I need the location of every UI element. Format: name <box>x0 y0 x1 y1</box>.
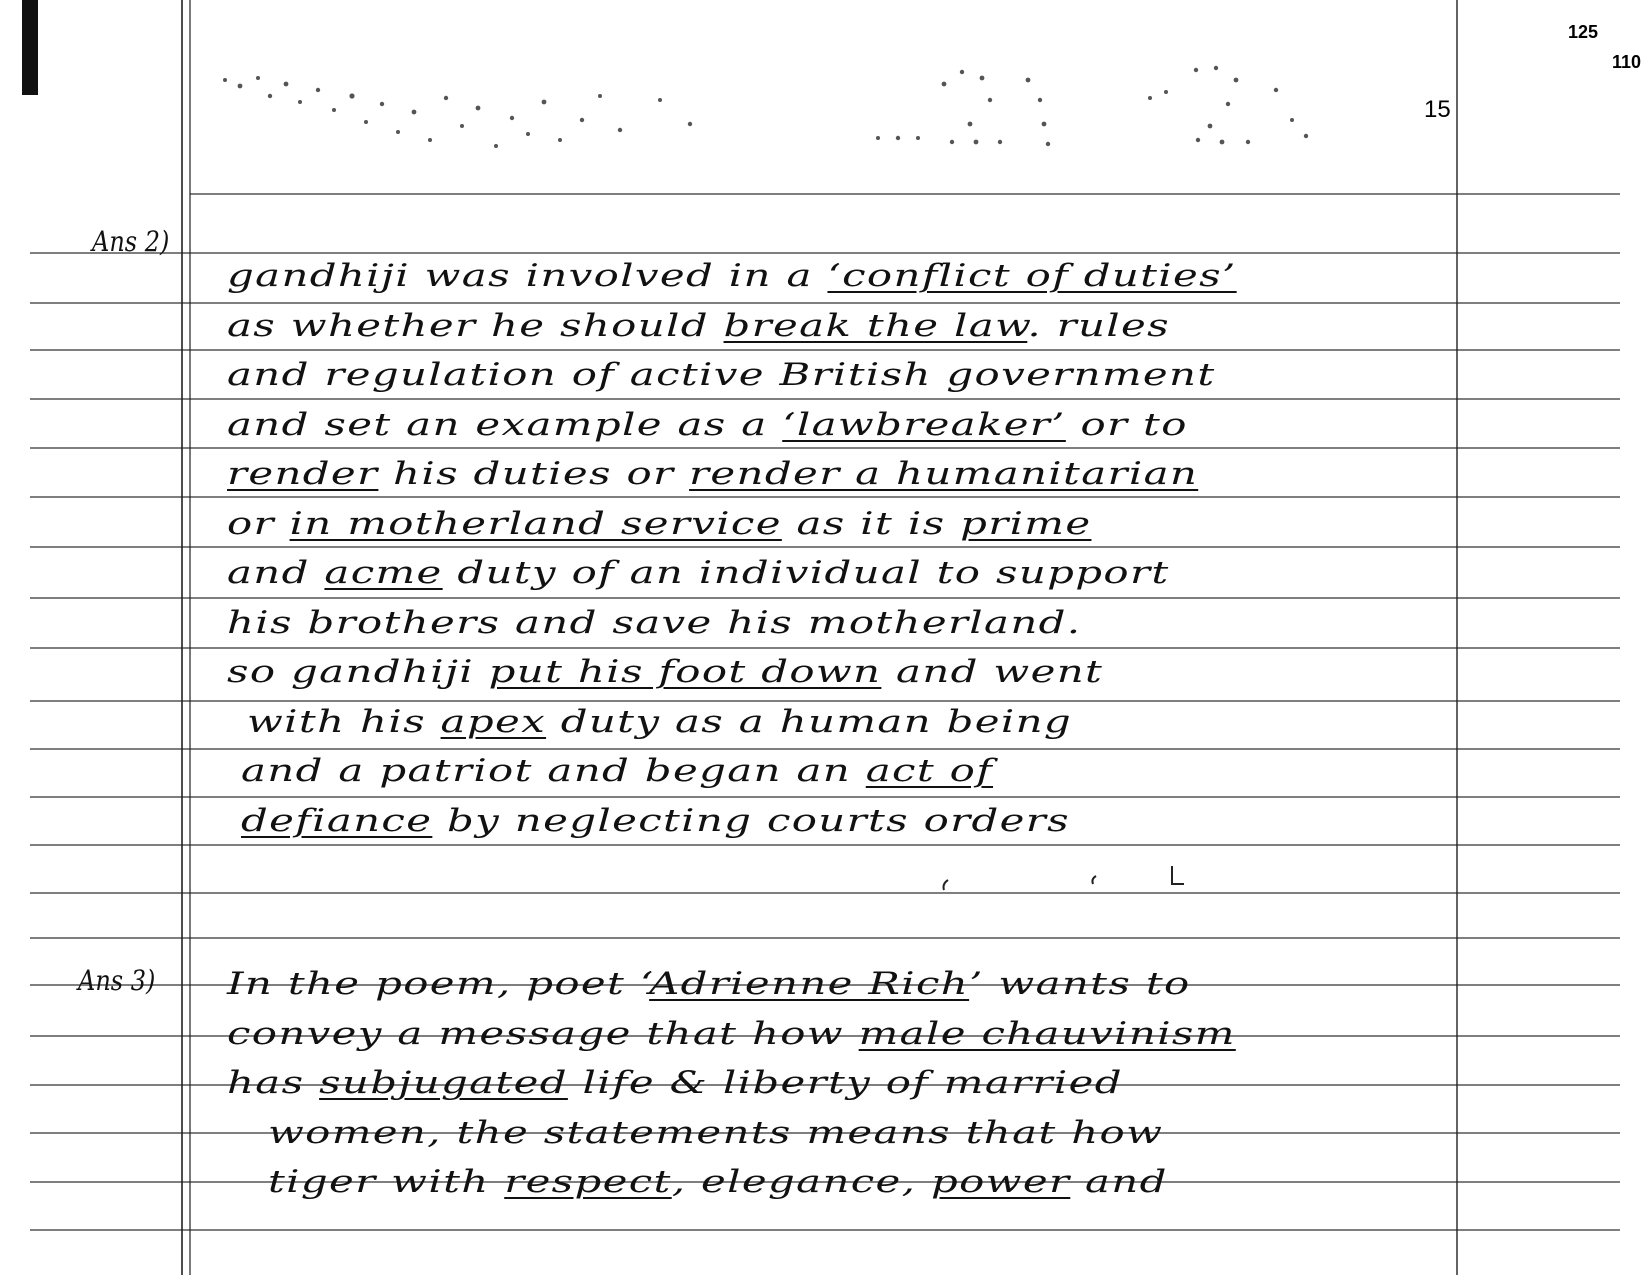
page-number: 15 <box>1424 96 1451 123</box>
corner-number-bottom: 110 <box>1612 52 1642 72</box>
answer-3-line <box>227 966 1191 1002</box>
underlined-phrase: prime <box>960 505 1092 542</box>
answer-2-line <box>227 456 1198 492</box>
underlined-phrase: put his foot down <box>488 654 882 690</box>
underlined-phrase: render a humanitarian <box>689 456 1199 492</box>
text-run: , elegance, <box>671 1164 931 1200</box>
text-run: women, the statements means that how <box>268 1114 1164 1151</box>
text-run: his brothers and save his motherland. <box>227 604 1082 641</box>
answer-2-line <box>227 258 1237 294</box>
underlined-phrase: ‘lawbreaker’ <box>782 406 1066 443</box>
text-run: with his <box>247 703 441 740</box>
answer-2-line <box>241 753 993 789</box>
text-run: and <box>227 555 325 591</box>
underlined-phrase: ‘conflict of duties’ <box>827 258 1237 294</box>
text-run: so gandhiji <box>227 654 489 690</box>
underlined-phrase: male chauvinism <box>858 1015 1236 1052</box>
text-run: In the poem, poet ‘ <box>227 966 650 1002</box>
answer-3-line <box>227 1065 1123 1101</box>
text-run: duty of an individual to support <box>442 555 1170 591</box>
answer-2-line <box>227 308 1170 344</box>
answer-2-label: Ans 2) <box>92 225 170 259</box>
underlined-phrase: in motherland service <box>289 505 782 542</box>
text-run: life & liberty of married <box>567 1065 1123 1101</box>
underlined-phrase: apex <box>440 703 547 740</box>
text-run: and set an example as a <box>227 406 783 443</box>
text-run: or <box>227 505 290 542</box>
answer-2-line <box>227 654 1103 690</box>
text-run: as it is <box>781 505 961 542</box>
text-run: tiger with <box>268 1164 505 1200</box>
text-run: by neglecting courts orders <box>432 802 1070 839</box>
underlined-phrase: act of <box>865 753 994 789</box>
answer-2-line <box>227 555 1169 591</box>
underlined-phrase: defiance <box>241 802 433 839</box>
answer-2-line <box>227 605 1081 641</box>
text-run: gandhiji was involved in a <box>227 258 828 294</box>
text-run: . rules <box>1027 307 1170 344</box>
answer-2-line <box>227 357 1216 393</box>
answer-2-line <box>227 407 1188 443</box>
text-run: and <box>1070 1164 1168 1200</box>
underlined-phrase: break the law <box>723 307 1028 344</box>
answer-2-line <box>227 506 1091 542</box>
text-run: and went <box>881 654 1104 690</box>
text-run: has <box>227 1065 320 1101</box>
text-run: or to <box>1065 406 1188 443</box>
text-run: his duties or <box>378 456 690 492</box>
answer-3-line <box>268 1164 1168 1200</box>
answer-2-line <box>241 803 1070 839</box>
underlined-phrase: respect <box>504 1164 672 1200</box>
text-run: convey a message that how <box>227 1015 859 1052</box>
answer-3-line <box>227 1016 1236 1052</box>
underlined-phrase: power <box>930 1164 1071 1200</box>
text-run: duty as a human being <box>546 703 1073 740</box>
text-run: ’ wants to <box>969 966 1191 1002</box>
answer-3-label: Ans 3) <box>78 964 156 998</box>
corner-number-top: 125 <box>1568 22 1599 42</box>
text-run: and a patriot and began an <box>241 753 866 789</box>
answer-3-line <box>268 1115 1163 1151</box>
underlined-phrase: Adrienne Rich <box>649 966 970 1002</box>
underlined-phrase: subjugated <box>319 1065 568 1101</box>
text-run: and regulation of active British government <box>227 357 1216 393</box>
underlined-phrase: acme <box>324 555 443 591</box>
underlined-phrase: render <box>227 456 379 492</box>
text-run: as whether he should <box>227 307 724 344</box>
answer-2-line <box>247 704 1072 740</box>
